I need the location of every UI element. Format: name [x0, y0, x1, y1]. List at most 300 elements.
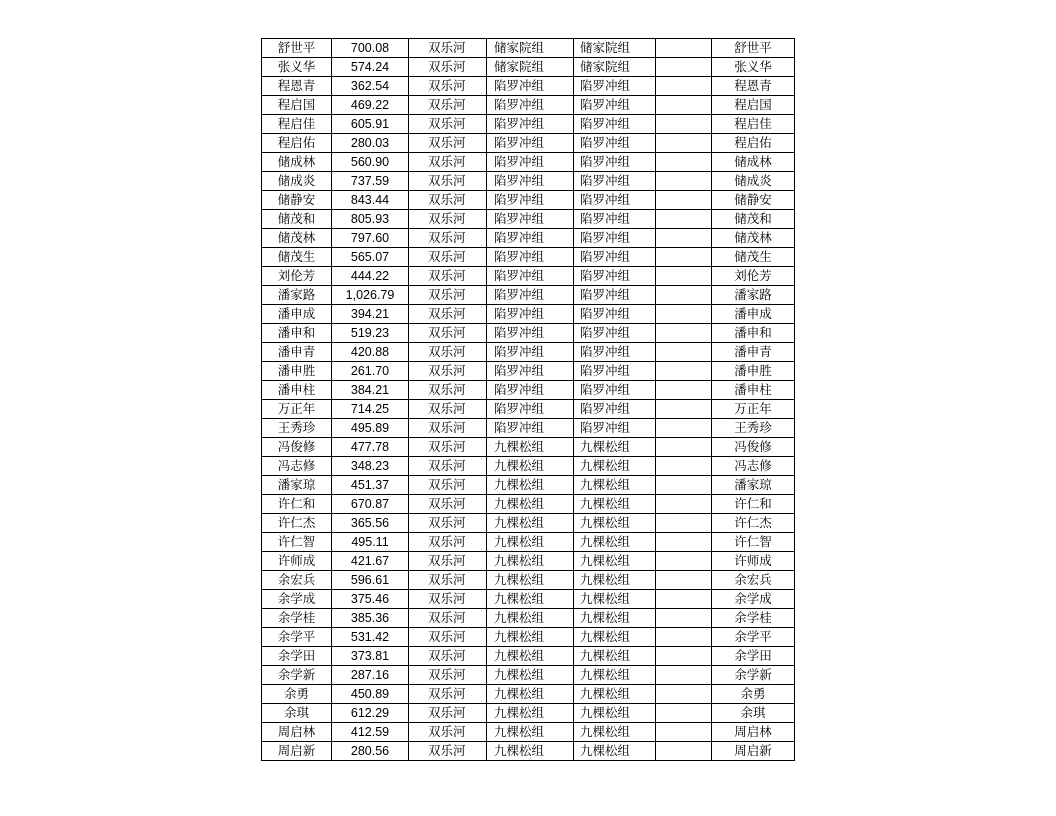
name-cell-2: 储成炎	[712, 172, 795, 191]
group-cell: 陷罗冲组	[487, 134, 574, 153]
name-cell-2: 程启佑	[712, 134, 795, 153]
table-row	[262, 115, 795, 134]
amount-cell: 287.16	[332, 666, 409, 685]
table-row	[262, 153, 795, 172]
table-row	[262, 514, 795, 533]
name-cell-2: 余琪	[712, 704, 795, 723]
name-cell: 余学平	[262, 628, 332, 647]
amount-cell: 612.29	[332, 704, 409, 723]
group-cell-2: 陷罗冲组	[574, 210, 656, 229]
group-cell: 陷罗冲组	[487, 324, 574, 343]
group-cell-2: 九棵松组	[574, 647, 656, 666]
ledger-body	[262, 39, 795, 761]
group-cell-2: 陷罗冲组	[574, 153, 656, 172]
table-row	[262, 685, 795, 704]
group-cell: 陷罗冲组	[487, 343, 574, 362]
town-cell: 双乐河	[409, 495, 487, 514]
name-cell: 冯俊修	[262, 438, 332, 457]
group-cell: 陷罗冲组	[487, 248, 574, 267]
town-cell: 双乐河	[409, 115, 487, 134]
amount-cell: 596.61	[332, 571, 409, 590]
group-cell: 九棵松组	[487, 590, 574, 609]
name-cell-2: 余学新	[712, 666, 795, 685]
spreadsheet-page	[261, 38, 794, 761]
name-cell: 余宏兵	[262, 571, 332, 590]
blank-cell	[656, 438, 712, 457]
name-cell-2: 许仁和	[712, 495, 795, 514]
amount-cell: 365.56	[332, 514, 409, 533]
name-cell-2: 万正年	[712, 400, 795, 419]
amount-cell: 531.42	[332, 628, 409, 647]
blank-cell	[656, 400, 712, 419]
table-row	[262, 438, 795, 457]
amount-cell: 560.90	[332, 153, 409, 172]
group-cell: 九棵松组	[487, 514, 574, 533]
town-cell: 双乐河	[409, 286, 487, 305]
group-cell: 九棵松组	[487, 476, 574, 495]
blank-cell	[656, 58, 712, 77]
blank-cell	[656, 723, 712, 742]
group-cell-2: 九棵松组	[574, 742, 656, 761]
town-cell: 双乐河	[409, 400, 487, 419]
blank-cell	[656, 704, 712, 723]
group-cell: 九棵松组	[487, 704, 574, 723]
table-row	[262, 324, 795, 343]
group-cell: 陷罗冲组	[487, 419, 574, 438]
name-cell-2: 余勇	[712, 685, 795, 704]
amount-cell: 495.89	[332, 419, 409, 438]
table-row	[262, 476, 795, 495]
blank-cell	[656, 571, 712, 590]
group-cell: 九棵松组	[487, 685, 574, 704]
name-cell: 许师成	[262, 552, 332, 571]
group-cell: 九棵松组	[487, 457, 574, 476]
table-row	[262, 96, 795, 115]
group-cell: 陷罗冲组	[487, 305, 574, 324]
name-cell-2: 潘申和	[712, 324, 795, 343]
name-cell-2: 许仁杰	[712, 514, 795, 533]
amount-cell: 420.88	[332, 343, 409, 362]
blank-cell	[656, 305, 712, 324]
amount-cell: 737.59	[332, 172, 409, 191]
blank-cell	[656, 609, 712, 628]
blank-cell	[656, 191, 712, 210]
name-cell-2: 余学桂	[712, 609, 795, 628]
name-cell: 程恩青	[262, 77, 332, 96]
table-row	[262, 305, 795, 324]
table-row	[262, 647, 795, 666]
table-row	[262, 286, 795, 305]
amount-cell: 495.11	[332, 533, 409, 552]
name-cell-2: 程启国	[712, 96, 795, 115]
group-cell: 九棵松组	[487, 533, 574, 552]
group-cell-2: 陷罗冲组	[574, 362, 656, 381]
amount-cell: 843.44	[332, 191, 409, 210]
group-cell: 九棵松组	[487, 666, 574, 685]
table-row	[262, 248, 795, 267]
table-row	[262, 400, 795, 419]
name-cell: 程启佑	[262, 134, 332, 153]
group-cell: 陷罗冲组	[487, 267, 574, 286]
group-cell: 陷罗冲组	[487, 229, 574, 248]
blank-cell	[656, 628, 712, 647]
name-cell: 储静安	[262, 191, 332, 210]
group-cell-2: 陷罗冲组	[574, 343, 656, 362]
town-cell: 双乐河	[409, 134, 487, 153]
blank-cell	[656, 552, 712, 571]
name-cell-2: 储成林	[712, 153, 795, 172]
name-cell: 余学新	[262, 666, 332, 685]
name-cell-2: 刘伦芳	[712, 267, 795, 286]
group-cell-2: 陷罗冲组	[574, 172, 656, 191]
table-row	[262, 609, 795, 628]
blank-cell	[656, 39, 712, 58]
blank-cell	[656, 286, 712, 305]
table-row	[262, 191, 795, 210]
blank-cell	[656, 647, 712, 666]
table-row	[262, 742, 795, 761]
name-cell-2: 储茂和	[712, 210, 795, 229]
blank-cell	[656, 248, 712, 267]
name-cell-2: 王秀珍	[712, 419, 795, 438]
blank-cell	[656, 590, 712, 609]
town-cell: 双乐河	[409, 77, 487, 96]
name-cell: 舒世平	[262, 39, 332, 58]
name-cell-2: 余宏兵	[712, 571, 795, 590]
town-cell: 双乐河	[409, 343, 487, 362]
group-cell: 陷罗冲组	[487, 210, 574, 229]
town-cell: 双乐河	[409, 685, 487, 704]
amount-cell: 451.37	[332, 476, 409, 495]
table-row	[262, 229, 795, 248]
name-cell: 储茂和	[262, 210, 332, 229]
name-cell: 余琪	[262, 704, 332, 723]
table-row	[262, 533, 795, 552]
town-cell: 双乐河	[409, 324, 487, 343]
blank-cell	[656, 533, 712, 552]
town-cell: 双乐河	[409, 571, 487, 590]
town-cell: 双乐河	[409, 305, 487, 324]
group-cell-2: 陷罗冲组	[574, 191, 656, 210]
town-cell: 双乐河	[409, 96, 487, 115]
name-cell-2: 潘申柱	[712, 381, 795, 400]
table-row	[262, 362, 795, 381]
name-cell-2: 程恩青	[712, 77, 795, 96]
blank-cell	[656, 172, 712, 191]
group-cell-2: 九棵松组	[574, 476, 656, 495]
blank-cell	[656, 742, 712, 761]
group-cell: 九棵松组	[487, 571, 574, 590]
group-cell-2: 陷罗冲组	[574, 229, 656, 248]
group-cell: 九棵松组	[487, 742, 574, 761]
group-cell: 陷罗冲组	[487, 77, 574, 96]
town-cell: 双乐河	[409, 248, 487, 267]
town-cell: 双乐河	[409, 628, 487, 647]
group-cell-2: 九棵松组	[574, 514, 656, 533]
name-cell: 储成炎	[262, 172, 332, 191]
town-cell: 双乐河	[409, 438, 487, 457]
name-cell: 周启林	[262, 723, 332, 742]
name-cell: 潘申和	[262, 324, 332, 343]
name-cell: 余勇	[262, 685, 332, 704]
blank-cell	[656, 267, 712, 286]
blank-cell	[656, 476, 712, 495]
name-cell: 万正年	[262, 400, 332, 419]
amount-cell: 1,026.79	[332, 286, 409, 305]
group-cell: 储家院组	[487, 39, 574, 58]
group-cell-2: 储家院组	[574, 39, 656, 58]
group-cell-2: 陷罗冲组	[574, 96, 656, 115]
name-cell: 潘家路	[262, 286, 332, 305]
group-cell-2: 陷罗冲组	[574, 286, 656, 305]
amount-cell: 805.93	[332, 210, 409, 229]
table-row	[262, 381, 795, 400]
group-cell: 陷罗冲组	[487, 381, 574, 400]
name-cell: 潘申柱	[262, 381, 332, 400]
amount-cell: 280.56	[332, 742, 409, 761]
table-row	[262, 571, 795, 590]
table-row	[262, 172, 795, 191]
name-cell: 程启佳	[262, 115, 332, 134]
table-row	[262, 77, 795, 96]
name-cell-2: 张义华	[712, 58, 795, 77]
table-row	[262, 39, 795, 58]
group-cell-2: 九棵松组	[574, 438, 656, 457]
amount-cell: 574.24	[332, 58, 409, 77]
name-cell: 储成林	[262, 153, 332, 172]
name-cell-2: 许师成	[712, 552, 795, 571]
group-cell: 九棵松组	[487, 609, 574, 628]
blank-cell	[656, 381, 712, 400]
table-row	[262, 723, 795, 742]
name-cell: 许仁杰	[262, 514, 332, 533]
name-cell-2: 周启林	[712, 723, 795, 742]
amount-cell: 670.87	[332, 495, 409, 514]
amount-cell: 421.67	[332, 552, 409, 571]
town-cell: 双乐河	[409, 267, 487, 286]
group-cell-2: 九棵松组	[574, 533, 656, 552]
name-cell: 潘申胜	[262, 362, 332, 381]
town-cell: 双乐河	[409, 514, 487, 533]
group-cell-2: 陷罗冲组	[574, 134, 656, 153]
group-cell-2: 九棵松组	[574, 552, 656, 571]
town-cell: 双乐河	[409, 210, 487, 229]
group-cell-2: 陷罗冲组	[574, 77, 656, 96]
town-cell: 双乐河	[409, 533, 487, 552]
amount-cell: 565.07	[332, 248, 409, 267]
blank-cell	[656, 514, 712, 533]
amount-cell: 477.78	[332, 438, 409, 457]
group-cell: 九棵松组	[487, 647, 574, 666]
group-cell: 陷罗冲组	[487, 400, 574, 419]
name-cell-2: 储静安	[712, 191, 795, 210]
group-cell-2: 九棵松组	[574, 685, 656, 704]
table-row	[262, 495, 795, 514]
table-row	[262, 590, 795, 609]
name-cell: 许仁智	[262, 533, 332, 552]
name-cell-2: 冯俊修	[712, 438, 795, 457]
name-cell-2: 程启佳	[712, 115, 795, 134]
blank-cell	[656, 115, 712, 134]
blank-cell	[656, 343, 712, 362]
group-cell: 陷罗冲组	[487, 191, 574, 210]
blank-cell	[656, 324, 712, 343]
name-cell-2: 冯志修	[712, 457, 795, 476]
name-cell: 储茂林	[262, 229, 332, 248]
group-cell-2: 陷罗冲组	[574, 305, 656, 324]
table-row	[262, 134, 795, 153]
group-cell: 九棵松组	[487, 628, 574, 647]
blank-cell	[656, 362, 712, 381]
group-cell-2: 陷罗冲组	[574, 115, 656, 134]
amount-cell: 348.23	[332, 457, 409, 476]
group-cell-2: 九棵松组	[574, 609, 656, 628]
group-cell-2: 陷罗冲组	[574, 381, 656, 400]
group-cell: 陷罗冲组	[487, 362, 574, 381]
town-cell: 双乐河	[409, 723, 487, 742]
table-row	[262, 343, 795, 362]
amount-cell: 412.59	[332, 723, 409, 742]
name-cell-2: 潘家琼	[712, 476, 795, 495]
town-cell: 双乐河	[409, 153, 487, 172]
group-cell-2: 九棵松组	[574, 704, 656, 723]
name-cell-2: 储茂生	[712, 248, 795, 267]
group-cell: 九棵松组	[487, 495, 574, 514]
amount-cell: 444.22	[332, 267, 409, 286]
group-cell-2: 九棵松组	[574, 457, 656, 476]
name-cell-2: 余学成	[712, 590, 795, 609]
group-cell-2: 九棵松组	[574, 590, 656, 609]
group-cell-2: 陷罗冲组	[574, 400, 656, 419]
group-cell: 陷罗冲组	[487, 172, 574, 191]
town-cell: 双乐河	[409, 552, 487, 571]
amount-cell: 519.23	[332, 324, 409, 343]
table-row	[262, 58, 795, 77]
name-cell: 潘家琼	[262, 476, 332, 495]
group-cell-2: 陷罗冲组	[574, 248, 656, 267]
name-cell-2: 潘家路	[712, 286, 795, 305]
name-cell: 余学桂	[262, 609, 332, 628]
blank-cell	[656, 457, 712, 476]
group-cell: 九棵松组	[487, 552, 574, 571]
amount-cell: 394.21	[332, 305, 409, 324]
amount-cell: 385.36	[332, 609, 409, 628]
group-cell: 陷罗冲组	[487, 96, 574, 115]
group-cell-2: 九棵松组	[574, 723, 656, 742]
table-row	[262, 552, 795, 571]
name-cell: 潘申成	[262, 305, 332, 324]
name-cell: 张义华	[262, 58, 332, 77]
name-cell: 王秀珍	[262, 419, 332, 438]
blank-cell	[656, 229, 712, 248]
table-row	[262, 666, 795, 685]
table-row	[262, 457, 795, 476]
town-cell: 双乐河	[409, 39, 487, 58]
name-cell-2: 余学田	[712, 647, 795, 666]
town-cell: 双乐河	[409, 172, 487, 191]
town-cell: 双乐河	[409, 457, 487, 476]
ledger-table	[261, 38, 795, 761]
blank-cell	[656, 96, 712, 115]
name-cell-2: 周启新	[712, 742, 795, 761]
group-cell-2: 九棵松组	[574, 571, 656, 590]
town-cell: 双乐河	[409, 419, 487, 438]
name-cell: 余学成	[262, 590, 332, 609]
blank-cell	[656, 77, 712, 96]
name-cell-2: 储茂林	[712, 229, 795, 248]
town-cell: 双乐河	[409, 590, 487, 609]
table-row	[262, 628, 795, 647]
amount-cell: 714.25	[332, 400, 409, 419]
name-cell-2: 潘申胜	[712, 362, 795, 381]
amount-cell: 605.91	[332, 115, 409, 134]
name-cell: 程启国	[262, 96, 332, 115]
group-cell-2: 储家院组	[574, 58, 656, 77]
town-cell: 双乐河	[409, 666, 487, 685]
amount-cell: 373.81	[332, 647, 409, 666]
table-row	[262, 210, 795, 229]
name-cell-2: 余学平	[712, 628, 795, 647]
amount-cell: 261.70	[332, 362, 409, 381]
town-cell: 双乐河	[409, 609, 487, 628]
blank-cell	[656, 210, 712, 229]
town-cell: 双乐河	[409, 362, 487, 381]
name-cell: 余学田	[262, 647, 332, 666]
group-cell: 陷罗冲组	[487, 153, 574, 172]
name-cell-2: 许仁智	[712, 533, 795, 552]
group-cell: 储家院组	[487, 58, 574, 77]
amount-cell: 362.54	[332, 77, 409, 96]
name-cell: 许仁和	[262, 495, 332, 514]
blank-cell	[656, 419, 712, 438]
blank-cell	[656, 495, 712, 514]
town-cell: 双乐河	[409, 381, 487, 400]
group-cell-2: 九棵松组	[574, 666, 656, 685]
amount-cell: 375.46	[332, 590, 409, 609]
blank-cell	[656, 685, 712, 704]
table-row	[262, 419, 795, 438]
blank-cell	[656, 153, 712, 172]
amount-cell: 700.08	[332, 39, 409, 58]
blank-cell	[656, 134, 712, 153]
town-cell: 双乐河	[409, 647, 487, 666]
name-cell-2: 潘申成	[712, 305, 795, 324]
name-cell-2: 潘申青	[712, 343, 795, 362]
group-cell-2: 陷罗冲组	[574, 419, 656, 438]
group-cell-2: 九棵松组	[574, 495, 656, 514]
group-cell-2: 陷罗冲组	[574, 324, 656, 343]
town-cell: 双乐河	[409, 58, 487, 77]
table-row	[262, 704, 795, 723]
name-cell: 储茂生	[262, 248, 332, 267]
amount-cell: 797.60	[332, 229, 409, 248]
name-cell: 潘申青	[262, 343, 332, 362]
town-cell: 双乐河	[409, 191, 487, 210]
amount-cell: 450.89	[332, 685, 409, 704]
town-cell: 双乐河	[409, 476, 487, 495]
amount-cell: 280.03	[332, 134, 409, 153]
amount-cell: 469.22	[332, 96, 409, 115]
name-cell: 刘伦芳	[262, 267, 332, 286]
town-cell: 双乐河	[409, 229, 487, 248]
name-cell: 周启新	[262, 742, 332, 761]
name-cell-2: 舒世平	[712, 39, 795, 58]
amount-cell: 384.21	[332, 381, 409, 400]
group-cell-2: 陷罗冲组	[574, 267, 656, 286]
group-cell: 九棵松组	[487, 438, 574, 457]
blank-cell	[656, 666, 712, 685]
group-cell: 陷罗冲组	[487, 286, 574, 305]
